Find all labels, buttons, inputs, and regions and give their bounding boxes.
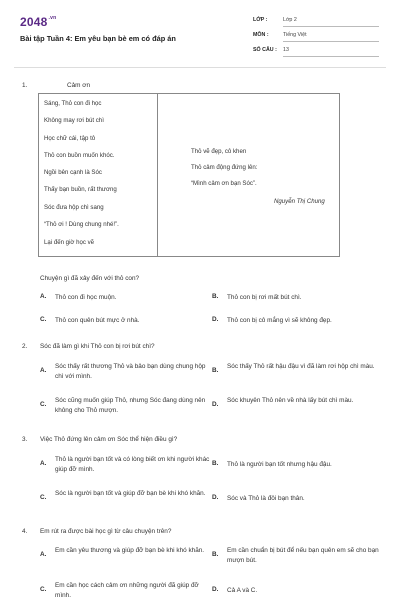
box-divider (157, 94, 158, 256)
option-letter: A. (40, 460, 47, 467)
option-letter: D. (212, 316, 219, 323)
option-text: Thỏ là người bạn tốt và có lòng biết ơn khi người khác giúp đỡ mình. (55, 456, 210, 473)
header-divider (14, 67, 386, 68)
meta-question-count (253, 47, 379, 58)
question-text: Em rút ra được bài học gì từ câu chuyện trên? (40, 528, 172, 535)
option-letter: B. (212, 367, 219, 374)
option-text: Sóc cũng muốn giúp Thỏ, nhưng Sóc đang dùng nên không cho Thỏ mượn. (55, 397, 206, 414)
meta-class (253, 17, 379, 28)
option-text: Em cần học cách cảm ơn những người đã giúp đỡ mình. (55, 582, 199, 599)
option-letter: D. (212, 401, 219, 408)
question-number: 1. (22, 82, 28, 89)
poem-line: “Thỏ ơi ! Dùng chung nhé!”. (44, 221, 119, 228)
option-text: Thỏ là người bạn tốt nhưng hậu đậu. (227, 461, 332, 468)
option-letter: B. (212, 551, 219, 558)
page-title: Bài tập Tuần 4: Em yêu bạn bè em có đáp án (20, 34, 176, 43)
meta-label: LỚP : (253, 17, 268, 23)
reading-box (38, 93, 340, 257)
meta-value: Lớp 2 (283, 17, 297, 23)
meta-label: SỐ CÂU : (253, 47, 277, 53)
question-number: 3. (22, 436, 28, 443)
question-text: Sóc đã làm gì khi Thỏ con bị rơi bút chì? (40, 343, 155, 350)
option-text: Thỏ con quên bút mực ở nhà. (55, 317, 140, 324)
poem-line: Học chữ cái, tập tô (44, 135, 96, 142)
meta-subject (253, 32, 379, 43)
option-text: Sóc thấy rất thương Thỏ và bảo bạn dùng chung hộp chì với mình. (55, 363, 206, 380)
option-letter: C. (40, 401, 47, 408)
option-text: Sóc thấy Thỏ rất hậu đậu vì đã làm rơi hộp chì màu. (227, 363, 375, 370)
option-text: Sóc là người bạn tốt và giúp đỡ bạn bè khi khó khăn. (55, 490, 206, 497)
poem-line: Không may rơi bút chì (44, 117, 104, 124)
site-logo[interactable] (20, 15, 56, 29)
poem-line: Thỏ vẽ đẹp, cô khen (191, 148, 247, 155)
poem-line: Thỏ con buồn muốn khóc. (44, 152, 115, 159)
option-letter: D. (212, 586, 219, 593)
option-text: Sóc và Thỏ là đôi bạn thân. (227, 495, 305, 502)
option-text: Sóc khuyên Thỏ nên về nhà lấy bút chì màu. (227, 397, 354, 404)
option-text: Em cần yêu thương và giúp đỡ bạn bè khi khó khăn. (55, 547, 205, 554)
option-letter: A. (40, 293, 47, 300)
option-text: Em cần chuẩn bị bút để nếu bạn quên em sẽ cho bạn mượn bút. (227, 547, 379, 564)
poem-line: Lại đến giờ học vẽ (44, 239, 95, 246)
meta-underline (283, 56, 379, 57)
poem-line: Thỏ cảm động đứng lên: (191, 164, 258, 171)
meta-underline (283, 26, 379, 27)
reading-title: Cảm ơn (67, 82, 91, 89)
option-text: Thỏ con bị cô mắng vì sẽ không đẹp. (227, 317, 332, 324)
poem-author: Nguyễn Thị Chung (274, 198, 325, 205)
option-letter: A. (40, 551, 47, 558)
meta-label: MÔN : (253, 32, 269, 38)
poem-line: Thấy bạn buồn, rất thương (44, 186, 117, 193)
option-text: Thỏ con đi học muộn. (55, 294, 117, 301)
option-letter: A. (40, 367, 47, 374)
poem-line: Sóc đưa hộp chì sang (44, 204, 104, 211)
meta-value: Tiếng Việt (283, 32, 307, 38)
question-number: 4. (22, 528, 28, 535)
poem-line: Sáng, Thỏ con đi học (44, 100, 102, 107)
option-letter: C. (40, 586, 47, 593)
page-header (0, 0, 400, 66)
option-letter: B. (212, 293, 219, 300)
logo-text: 2048 (20, 15, 48, 29)
meta-underline (283, 41, 379, 42)
option-letter: C. (40, 494, 47, 501)
logo-suffix: .vn (48, 15, 57, 21)
option-letter: D. (212, 494, 219, 501)
question-number: 2. (22, 343, 28, 350)
option-text: Thỏ con bị rơi mất bút chì. (227, 294, 302, 301)
poem-line: Ngồi bên cạnh là Sóc (44, 169, 102, 176)
poem-line: “Mình cảm ơn bạn Sóc”. (191, 180, 257, 187)
question-text: Chuyện gì đã xảy đến với thỏ con? (40, 275, 140, 282)
option-letter: C. (40, 316, 47, 323)
meta-value: 13 (283, 47, 289, 53)
option-letter: B. (212, 460, 219, 467)
option-text: Cả A và C. (227, 587, 258, 594)
question-text: Việc Thỏ đứng lên cảm ơn Sóc thể hiện điều gì? (40, 436, 178, 443)
